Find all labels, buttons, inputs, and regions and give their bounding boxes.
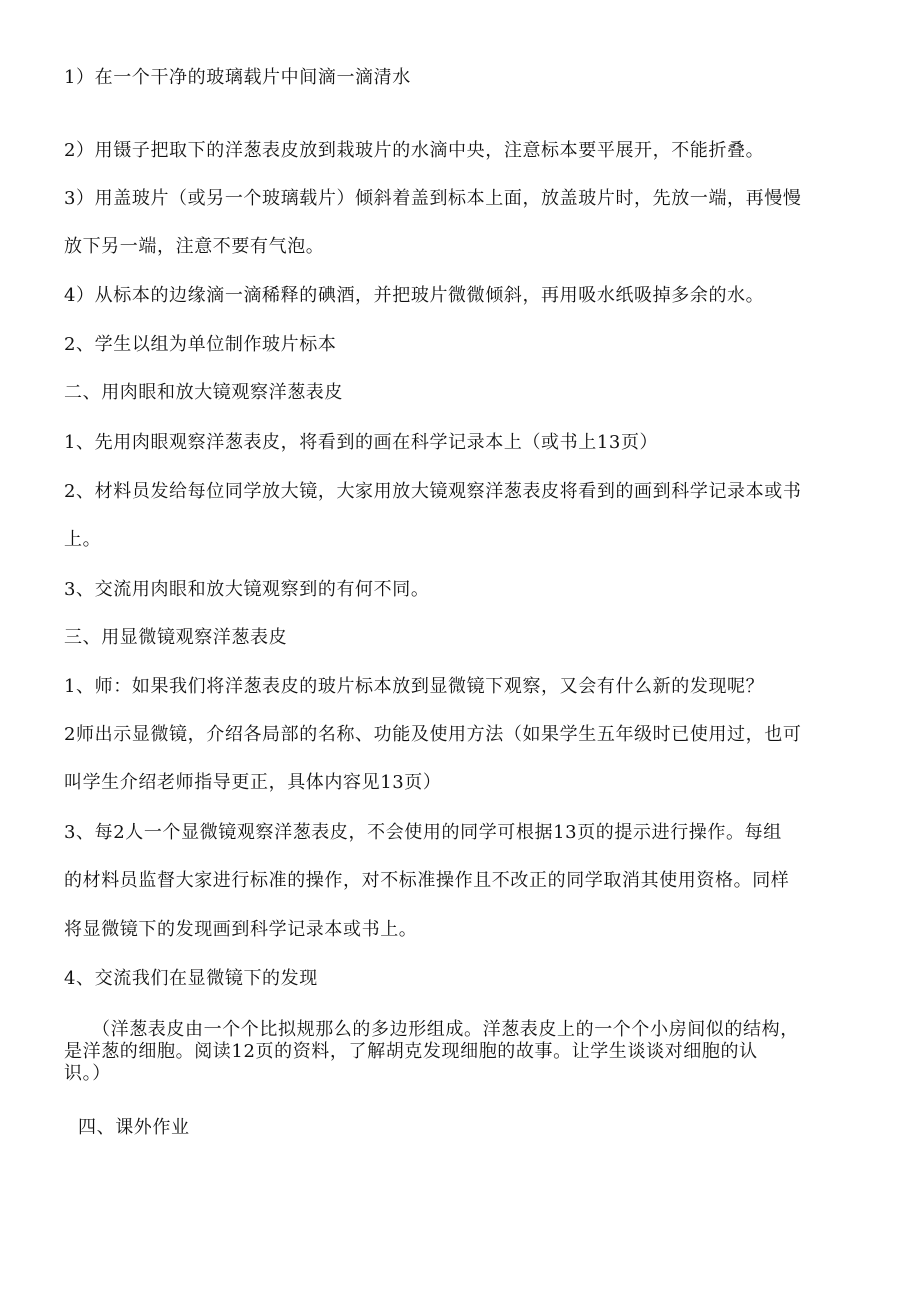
note-line-2: 是洋葱的细胞。阅读12页的资料，了解胡克发现细胞的故事。让学生谈谈对细胞的认 — [64, 1041, 758, 1062]
item-3-3-line-2: 的材料员监督大家进行标准的操作，对不标准操作且不改正的同学取消其使用资格。同样 — [64, 870, 790, 891]
section-item-2: 2、学生以组为单位制作玻片标本 — [64, 334, 337, 355]
item-2-2-line-1: 2、材料员发给每位同学放大镜，大家用放大镜观察洋葱表皮将看到的画到科学记录本或书 — [64, 481, 802, 502]
step-4-line: 4）从标本的边缘滴一滴稀释的碘酒，并把玻片微微倾斜，再用吸水纸吸掉多余的水。 — [64, 285, 765, 306]
item-3-4: 4、交流我们在显微镜下的发现 — [64, 968, 318, 989]
item-3-3-line-1: 3、每2人一个显微镜观察洋葱表皮，不会使用的同学可根据13页的提示进行操作。每组 — [64, 822, 782, 843]
section-heading-3: 三、用显微镜观察洋葱表皮 — [64, 627, 288, 648]
item-3-2-line-1: 2师出示显微镜，介绍各局部的名称、功能及使用方法（如果学生五年级时已使用过，也可 — [64, 724, 802, 745]
step-1-line: 1）在一个干净的玻璃载片中间滴一滴清水 — [64, 67, 411, 88]
section-heading-4: 四、课外作业 — [78, 1117, 190, 1138]
note-line-1: （洋葱表皮由一个个比拟规那么的多边形组成。洋葱表皮上的一个个小房间似的结构， — [92, 1019, 799, 1040]
explanatory-note — [64, 1019, 864, 1085]
item-3-2-line-2: 叫学生介绍老师指导更正，具体内容见13页） — [64, 772, 442, 793]
step-3-line-2: 放下另一端，注意不要有气泡。 — [64, 236, 325, 257]
section-heading-2: 二、用肉眼和放大镜观察洋葱表皮 — [64, 382, 343, 403]
item-3-1: 1、师：如果我们将洋葱表皮的玻片标本放到显微镜下观察，又会有什么新的发现呢？ — [64, 676, 765, 697]
note-line-3: 识。） — [64, 1063, 111, 1084]
step-3-line-1: 3）用盖玻片（或另一个玻璃载片）倾斜着盖到标本上面，放盖玻片时，先放一端，再慢慢 — [64, 188, 802, 209]
step-2-line: 2）用镊子把取下的洋葱表皮放到栽玻片的水滴中央，注意标本要平展开，不能折叠。 — [64, 140, 765, 161]
item-2-3: 3、交流用肉眼和放大镜观察到的有何不同。 — [64, 579, 430, 600]
item-2-2-line-2: 上。 — [64, 529, 102, 550]
item-2-1: 1、先用肉眼观察洋葱表皮，将看到的画在科学记录本上（或书上13页） — [64, 432, 659, 453]
item-3-3-line-3: 将显微镜下的发现画到科学记录本或书上。 — [64, 919, 418, 940]
